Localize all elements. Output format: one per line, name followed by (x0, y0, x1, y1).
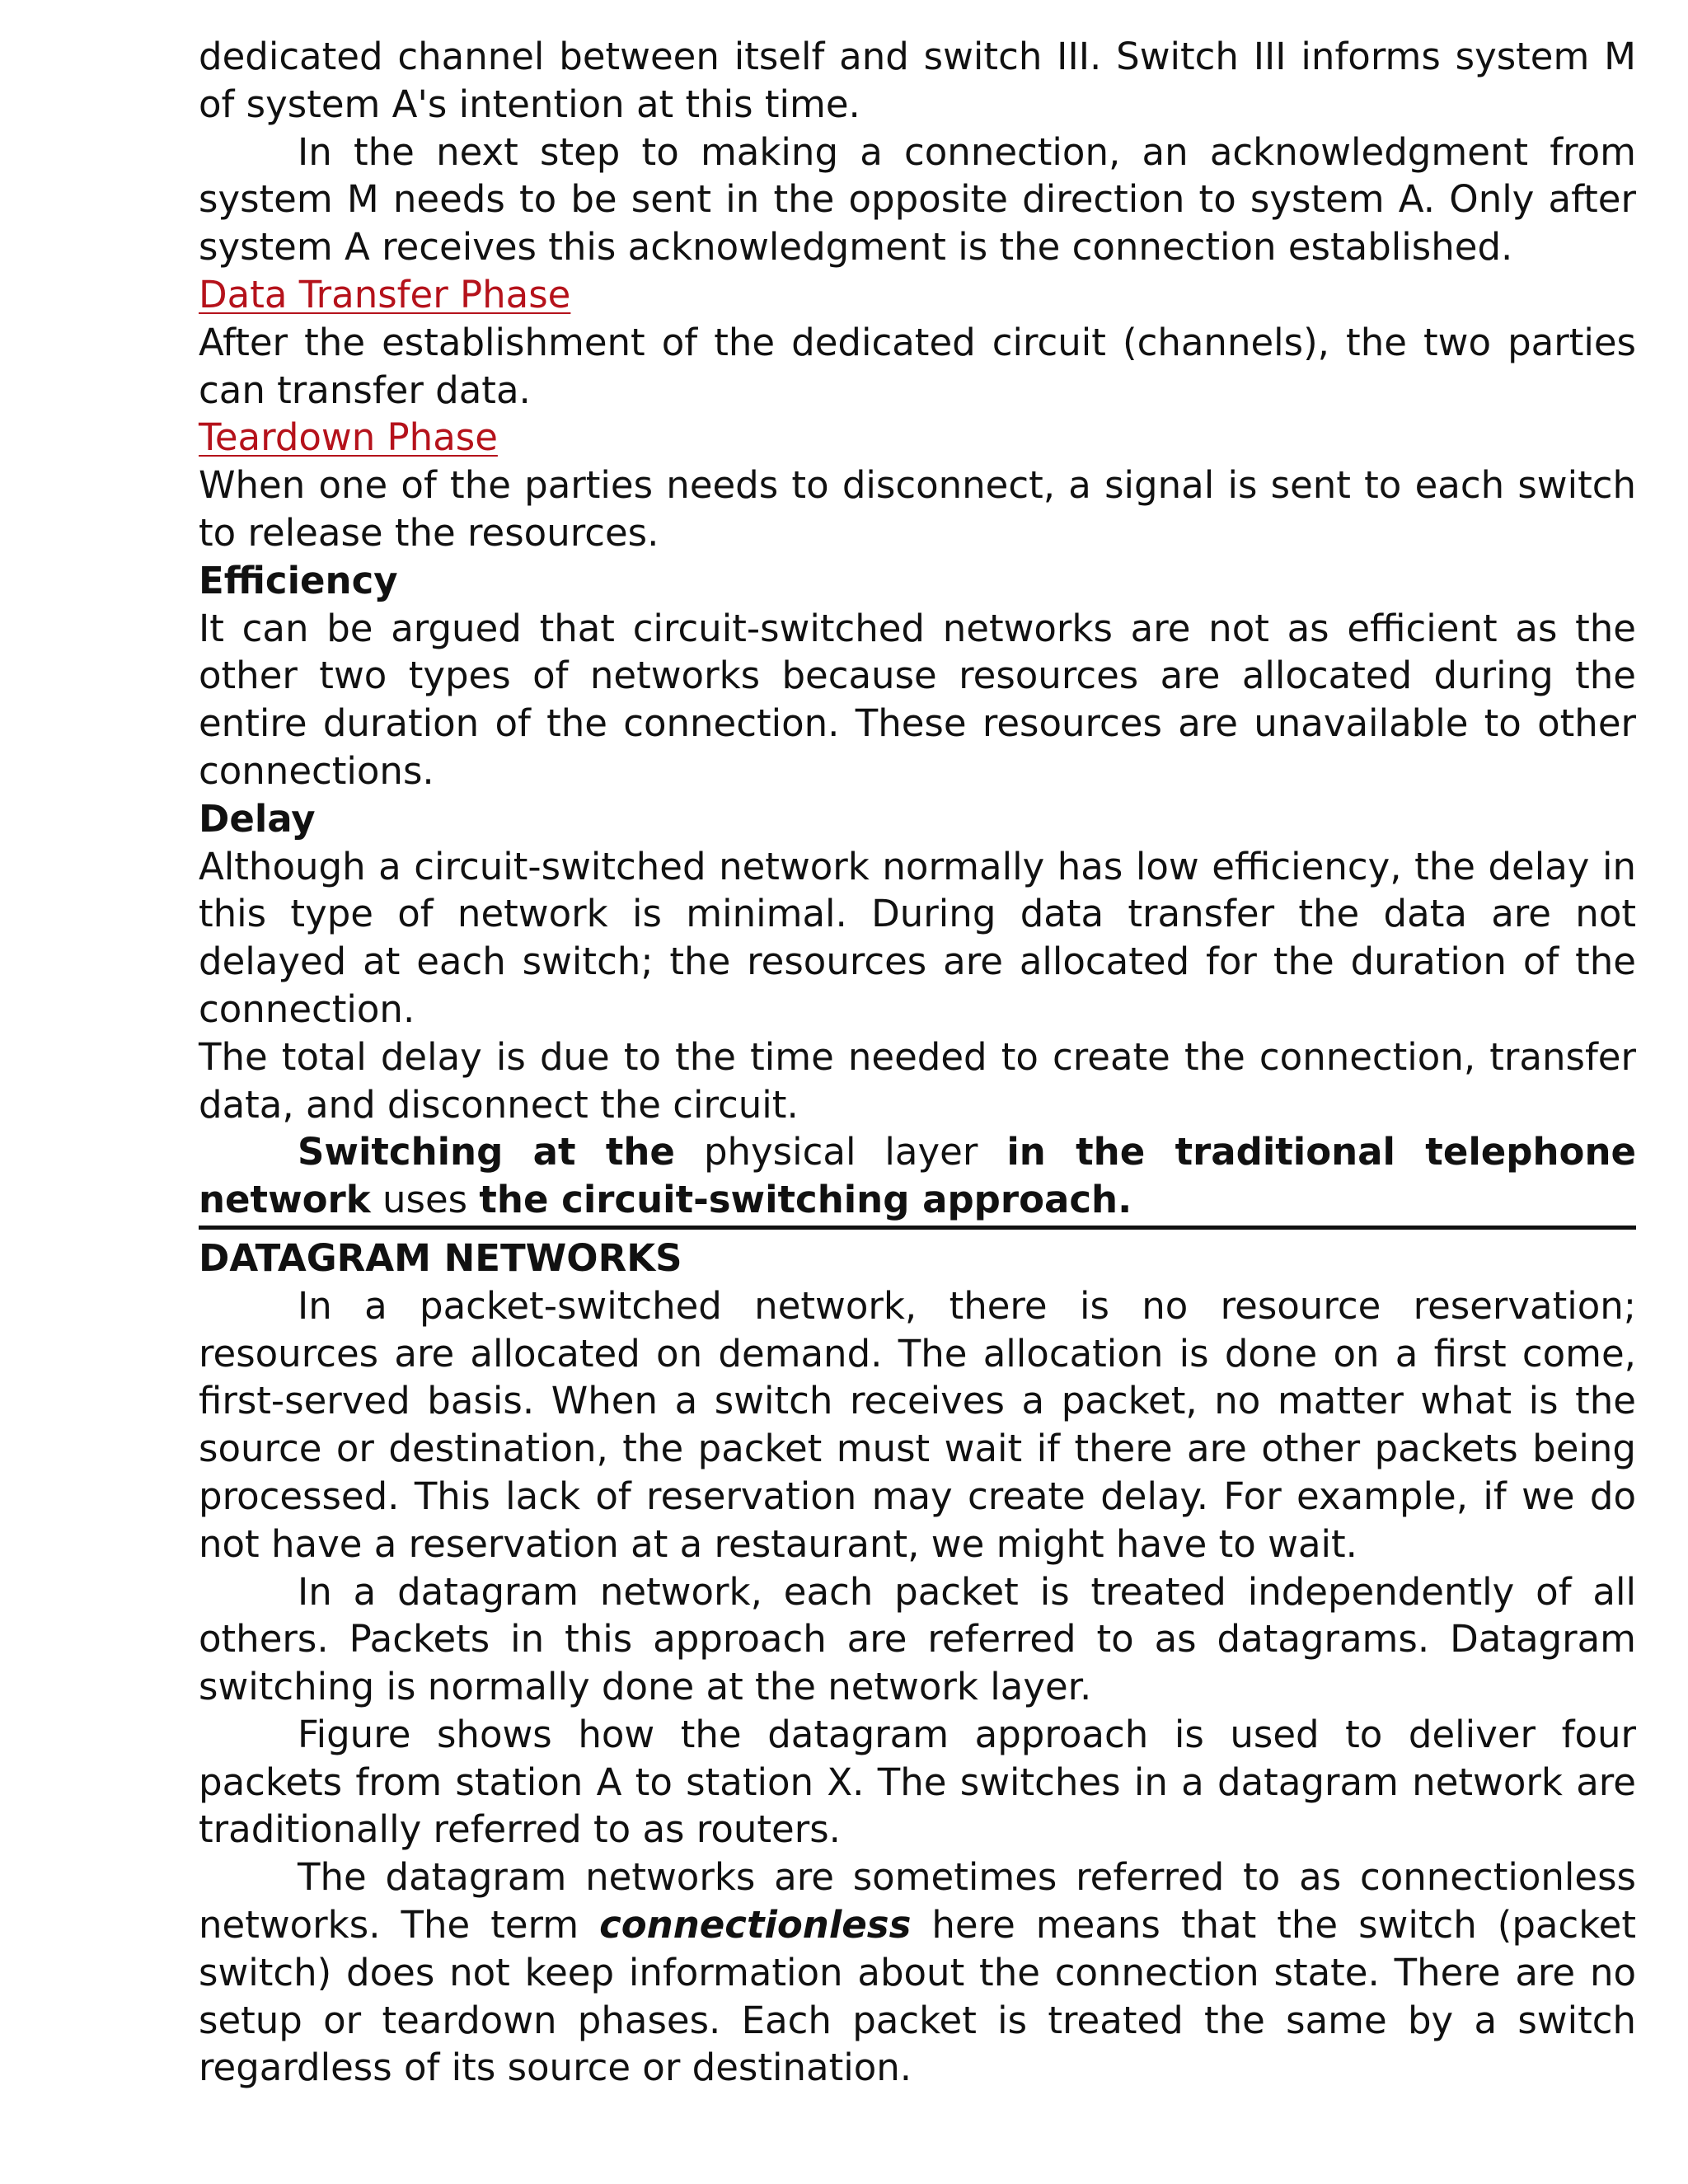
paragraph-switching-note (199, 1128, 1636, 1224)
switching-note-part2: physical layer (674, 1130, 1007, 1174)
switching-note-part4: uses (370, 1178, 480, 1222)
paragraph-datagram-1: In a packet-switched network, there is no resource reservation; resources are allocated on demand. The allocation is done on a first come, first-served basis. When a switch receives a packet, no matter what is the source or destination, the packet must wait if there are other packets being processed. This lack of reservation may create delay. For example, if we do not have a reservation at a restaurant, we might have to wait. (199, 1283, 1636, 1566)
switching-note-part3: in the traditional telephone network (199, 1130, 1636, 1222)
datagram-4-part1: The datagram networks are sometimes referred to as connectionless networks. The term (199, 1855, 1636, 1947)
heading-delay: Delay (199, 796, 316, 841)
paragraph-teardown: When one of the parties needs to disconnect, a signal is sent to each switch to release the resources. (199, 463, 1636, 555)
heading-datagram-networks: DATAGRAM NETWORKS (199, 1226, 1636, 1282)
switching-note-part5: the circuit-switching approach. (479, 1178, 1132, 1222)
term-connectionless: connectionless (599, 1903, 912, 1947)
document-page (199, 33, 1636, 2092)
heading-data-transfer-phase[interactable]: Data Transfer Phase (199, 272, 571, 316)
paragraph-datagram-4 (199, 1854, 1636, 2092)
paragraph-efficiency: It can be argued that circuit-switched networks are not as efficient as the other two types of networks because resources are allocated during the entire duration of the connection. These resources are unavailable to other connections. (199, 606, 1636, 793)
paragraph-datagram-2: In a datagram network, each packet is treated independently of all others. Packets in this approach are referred to as datagrams. Datagram switching is normally done at the network layer. (199, 1569, 1636, 1709)
datagram-4-part3: here means that the switch (packet switch) does not keep information about the connection state. There are no setup or teardown phases. Each packet is treated the same by a switch regardless of its source or destination. (199, 1903, 1636, 2090)
switching-note-part1: Switching at the (298, 1130, 675, 1174)
paragraph-delay-2: The total delay is due to the time needed to create the connection, transfer data, and disconnect the circuit. (199, 1034, 1636, 1127)
paragraph-data-transfer: After the establishment of the dedicated circuit (channels), the two parties can transfer data. (199, 320, 1636, 412)
paragraph-delay-1: Although a circuit-switched network normally has low efficiency, the delay in this type of network is minimal. During data transfer the data are not delayed at each switch; the resources are allocated for the duration of the connection. (199, 844, 1636, 1031)
heading-efficiency: Efficiency (199, 558, 398, 602)
heading-teardown-phase[interactable]: Teardown Phase (199, 415, 498, 460)
paragraph-acknowledgment: In the next step to making a connection, an acknowledgment from system M needs to be sent in the opposite direction to system A. Only after system A receives this acknowledgment is the connection established. (199, 129, 1636, 269)
paragraph-connection-setup-continued: dedicated channel between itself and switch III. Switch III informs system M of system A's intention at this time. (199, 35, 1636, 126)
paragraph-datagram-3: Figure shows how the datagram approach is used to deliver four packets from station A to station X. The switches in a datagram network are traditionally referred to as routers. (199, 1712, 1636, 1852)
